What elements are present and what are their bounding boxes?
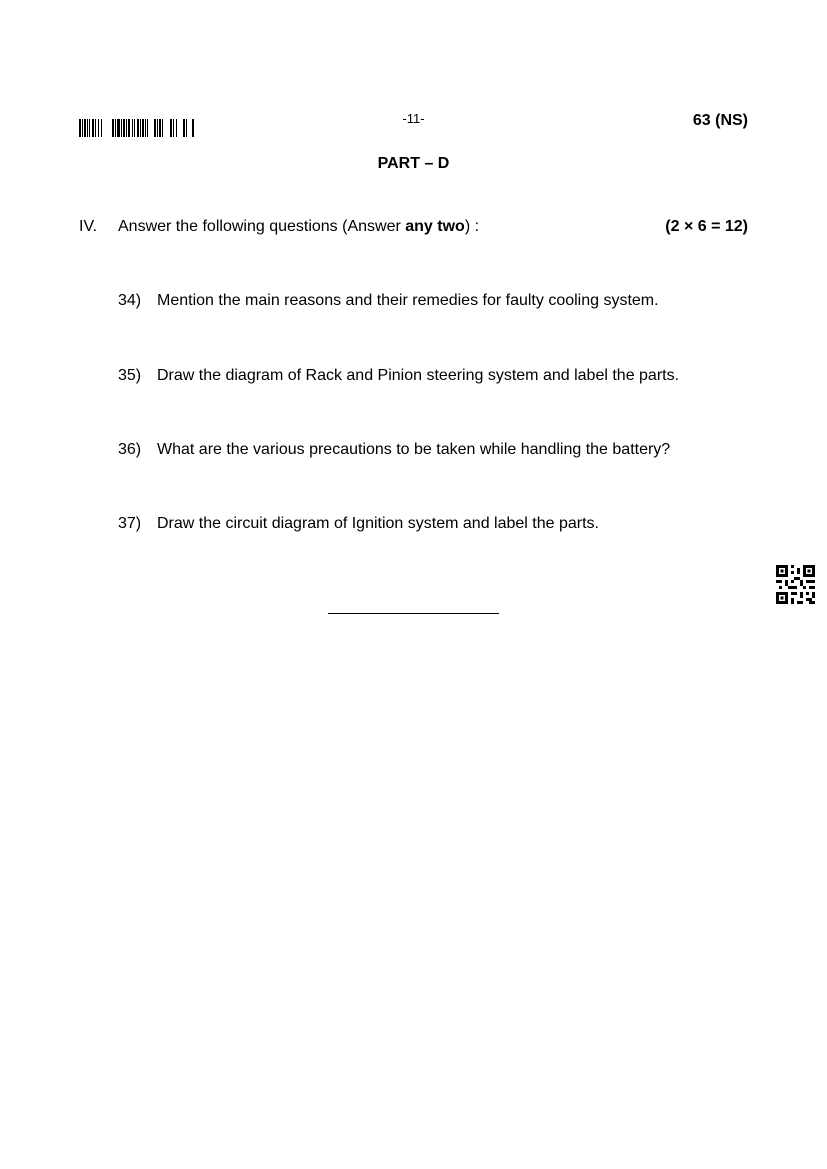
question-number: 35) xyxy=(118,367,142,384)
paper-code: 63 (NS) xyxy=(692,112,748,129)
question-text: Draw the circuit diagram of Ignition system and label the parts. xyxy=(157,515,599,532)
question-36 xyxy=(118,441,670,459)
qr-code xyxy=(776,565,815,604)
question-text: Draw the diagram of Rack and Pinion steering system and label the parts. xyxy=(157,367,680,384)
section-marks: (2 × 6 = 12) xyxy=(665,218,748,235)
end-rule xyxy=(328,613,499,614)
question-34 xyxy=(118,292,659,310)
question-number: 34) xyxy=(118,292,142,309)
question-35 xyxy=(118,367,679,385)
page-number: -11- xyxy=(402,111,425,126)
question-37 xyxy=(118,515,599,533)
question-number: 37) xyxy=(118,515,142,532)
instruction-text-end: ) : xyxy=(464,218,480,235)
question-text: Mention the main reasons and their remedies for faulty cooling system. xyxy=(157,292,659,309)
section-number: IV. xyxy=(79,218,98,235)
section-instruction xyxy=(118,218,479,236)
question-number: 36) xyxy=(118,441,142,458)
question-text: What are the various precautions to be taken while handling the battery? xyxy=(157,441,671,458)
instruction-text: Answer the following questions (Answer xyxy=(118,218,406,235)
instruction-emphasis: any two xyxy=(405,218,465,235)
part-title: PART – D xyxy=(377,155,450,172)
